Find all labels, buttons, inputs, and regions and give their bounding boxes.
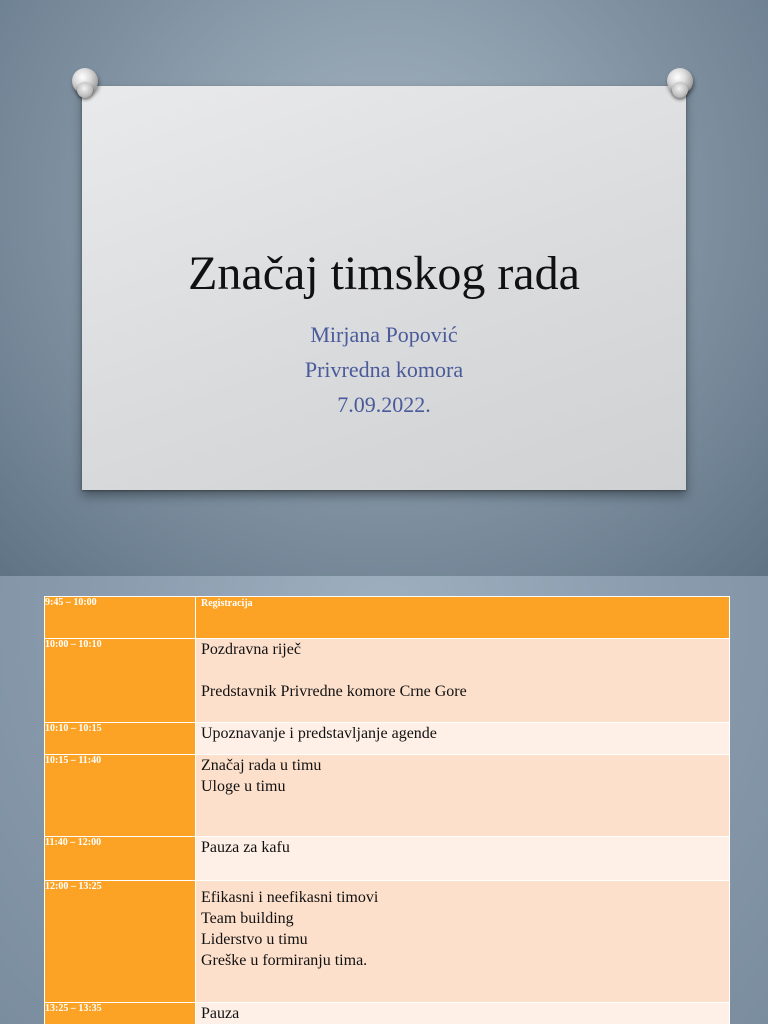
agenda-time: 12:00 – 13:25 <box>45 881 196 1003</box>
activity-line: Team building <box>201 910 294 927</box>
agenda-time: 11:40 – 12:00 <box>45 837 196 881</box>
agenda-time: 10:10 – 10:15 <box>45 723 196 755</box>
agenda-activity <box>196 597 730 639</box>
activity-line: Registracija <box>201 598 253 609</box>
agenda-activity <box>196 837 730 881</box>
activity-line: Liderstvo u timu <box>201 931 308 948</box>
activity-line: Uloge u timu <box>201 778 286 795</box>
agenda-slide <box>0 576 768 1024</box>
activity-line: Upoznavanje i predstavljanje agende <box>201 725 437 742</box>
table-row <box>45 1003 730 1024</box>
table-row <box>45 755 730 837</box>
activity-line: Pauza za kafu <box>201 839 290 856</box>
table-row <box>45 881 730 1003</box>
agenda-time: 13:25 – 13:35 <box>45 1003 196 1024</box>
agenda-table <box>44 596 730 1024</box>
table-row <box>45 837 730 881</box>
agenda-activity <box>196 755 730 837</box>
agenda-activity <box>196 639 730 723</box>
slide-title: Značaj timskog rada <box>188 247 580 300</box>
activity-line <box>196 660 729 681</box>
organization-name: Privredna komora <box>304 357 464 382</box>
agenda-time: 10:00 – 10:10 <box>45 639 196 723</box>
activity-line: Efikasni i neefikasni timovi <box>201 889 379 906</box>
activity-line: Pauza <box>201 1005 240 1022</box>
pushpin-left-icon <box>72 68 98 94</box>
pushpin-right-icon <box>667 68 693 94</box>
agenda-activity <box>196 723 730 755</box>
agenda-time: 10:15 – 11:40 <box>45 755 196 837</box>
author-name: Mirjana Popović <box>310 322 458 347</box>
activity-line: Pozdravna riječ <box>201 641 301 658</box>
agenda-time: 9:45 – 10:00 <box>45 597 196 639</box>
table-row <box>45 597 730 639</box>
table-row <box>45 723 730 755</box>
table-row <box>45 639 730 723</box>
agenda-activity <box>196 1003 730 1024</box>
activity-line: Značaj rada u timu <box>201 757 322 774</box>
activity-line: Predstavnik Privredne komore Crne Gore <box>201 683 467 700</box>
presentation-date: 7.09.2022. <box>337 392 431 417</box>
agenda-activity <box>196 881 730 1003</box>
activity-line: Greške u formiranju tima. <box>201 952 368 969</box>
